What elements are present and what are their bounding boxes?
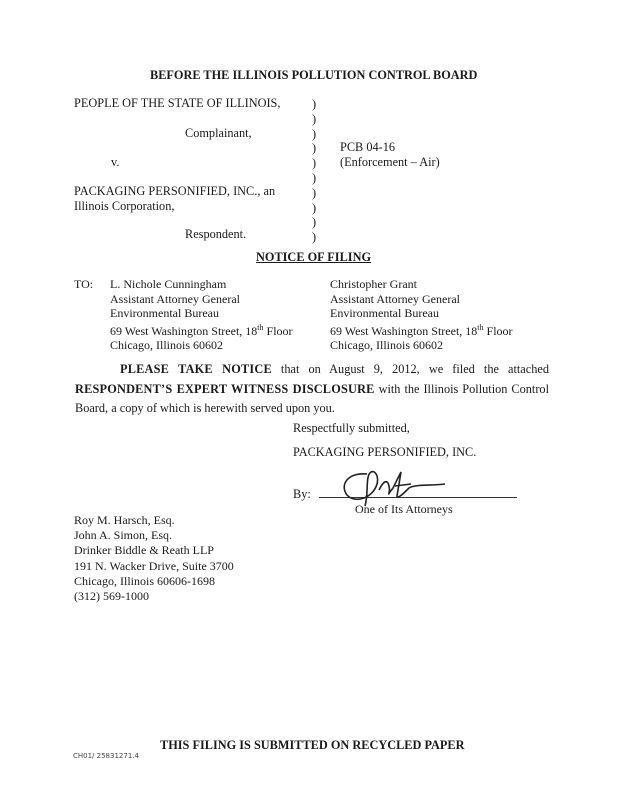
caption-parentheses: [312, 97, 322, 245]
notice-body: PLEASE TAKE NOTICE that on August 9, 2012, we filed the attached RESPONDENT’S EXPERT WITNESS DISCLOSURE with the Illinois Pollution Control Board, a copy of which is herewith served upon you.: [75, 362, 549, 415]
versus: v.: [111, 155, 120, 169]
counsel-line: Drinker Biddle & Reath LLP: [74, 543, 214, 558]
paren: ): [312, 111, 317, 126]
recipient-city: Chicago, Illinois 60602: [110, 338, 223, 353]
paren: ): [312, 97, 317, 111]
company-name: PACKAGING PERSONIFIED, INC.: [293, 445, 477, 459]
closing: Respectfully submitted,: [293, 421, 410, 435]
by-label: By:: [293, 487, 311, 501]
defendant-role: Respondent.: [185, 227, 247, 241]
recipient-street: 69 West Washington Street, 18th Floor: [330, 322, 513, 338]
defendant-name-line2: Illinois Corporation,: [74, 199, 175, 213]
counsel-line: 191 N. Wacker Drive, Suite 3700: [74, 558, 234, 573]
recipient-title: Assistant Attorney General: [110, 291, 240, 306]
document-id: CH01/ 25831271.4: [73, 752, 139, 760]
notice-title: NOTICE OF FILING: [256, 250, 372, 264]
recipient-name: L. Nichole Cunningham: [110, 277, 227, 291]
counsel-line: Chicago, Illinois 60606-1698: [74, 573, 215, 588]
recipient-address-1: [110, 277, 293, 353]
recipient-office: Environmental Bureau: [110, 306, 219, 321]
paren: ): [312, 200, 317, 215]
plaintiff-role: Complainant,: [185, 126, 252, 140]
recipient-street: 69 West Washington Street, 18th Floor: [110, 322, 293, 338]
recipient-address-2: [330, 277, 513, 353]
paren: ): [312, 126, 317, 141]
paren: ): [312, 185, 317, 200]
counsel-line: (312) 569-1000: [74, 589, 149, 604]
counsel-line: Roy M. Harsch, Esq.: [74, 513, 175, 527]
to-label: TO:: [74, 277, 94, 291]
recipient-title: Assistant Attorney General: [330, 291, 460, 306]
paren: ): [312, 141, 317, 156]
paren: ): [312, 156, 317, 171]
recycled-notice: THIS FILING IS SUBMITTED ON RECYCLED PAPER: [160, 738, 465, 752]
recipient-office: Environmental Bureau: [330, 306, 439, 321]
counsel-line: John A. Simon, Esq.: [74, 528, 173, 543]
signature-caption: One of Its Attorneys: [355, 502, 453, 516]
case-number: PCB 04-16: [340, 140, 396, 154]
counsel-block: [74, 513, 234, 604]
plaintiff-name: PEOPLE OF THE STATE OF ILLINOIS,: [74, 96, 281, 110]
recipient-name: Christopher Grant: [330, 277, 417, 291]
paren: ): [312, 230, 317, 245]
paren: ): [312, 170, 317, 185]
case-type: (Enforcement – Air): [340, 155, 440, 169]
document-title: RESPONDENT’S EXPERT WITNESS DISCLOSURE: [75, 381, 375, 396]
recipient-city: Chicago, Illinois 60602: [330, 338, 443, 353]
court-title: BEFORE THE ILLINOIS POLLUTION CONTROL BOARD: [150, 68, 478, 82]
defendant-name-line1: PACKAGING PERSONIFIED, INC., an: [74, 184, 276, 198]
paren: ): [312, 215, 317, 230]
notice-lead: PLEASE TAKE NOTICE: [120, 362, 272, 376]
